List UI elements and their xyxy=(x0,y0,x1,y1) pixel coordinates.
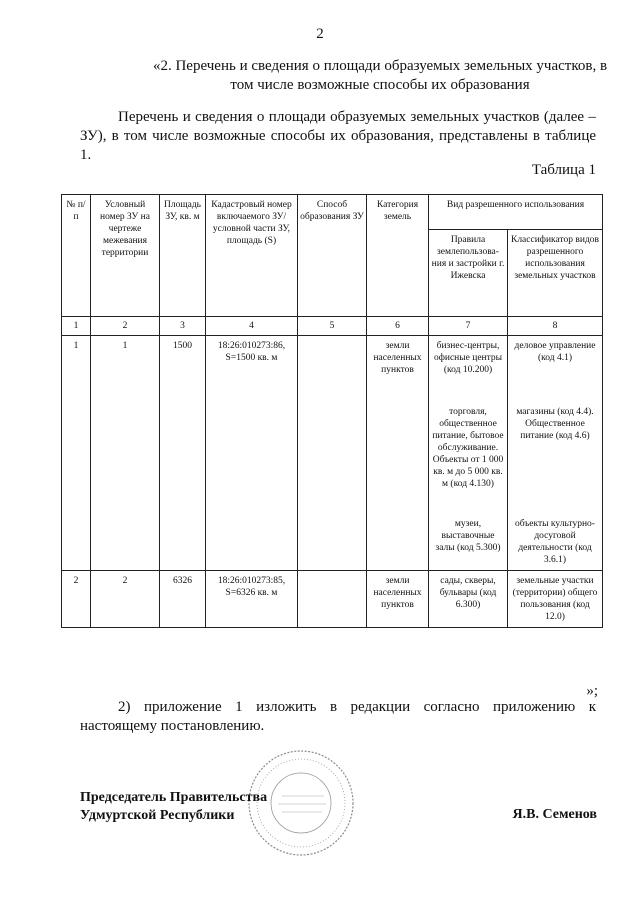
rules-item: бизнес-центры, офисные центры (код 10.200) xyxy=(433,341,503,375)
row-area: 1500 xyxy=(160,336,206,571)
row-category: земли населенных пунктов xyxy=(367,571,429,628)
heading-line-2: том числе возможные способы их образования xyxy=(230,77,530,93)
row-classifier xyxy=(508,336,603,571)
table-row xyxy=(62,336,603,571)
header-rules: Правила землепользова-ния и застройки г. Ижевска xyxy=(429,230,508,317)
header-category: Категория земель xyxy=(367,195,429,317)
classifier-item: магазины (код 4.4). Общественное питание (код 4.6) xyxy=(516,407,594,441)
column-number: 5 xyxy=(298,317,367,336)
row-num: 2 xyxy=(62,571,91,628)
table-header-row xyxy=(62,195,603,230)
position-line-1: Председатель Правительства xyxy=(80,790,268,805)
section-heading xyxy=(150,57,610,95)
column-number: 6 xyxy=(367,317,429,336)
column-number: 3 xyxy=(160,317,206,336)
row-cond-num: 1 xyxy=(91,336,160,571)
header-permitted-use: Вид разрешенного использования xyxy=(429,195,603,230)
row-num: 1 xyxy=(62,336,91,571)
row-method xyxy=(298,571,367,628)
rules-item: музеи, выставочные залы (код 5.300) xyxy=(435,519,501,553)
column-number: 1 xyxy=(62,317,91,336)
table-label: Таблица 1 xyxy=(531,162,596,178)
row-rules xyxy=(429,336,508,571)
table-row xyxy=(62,571,603,628)
column-number: 2 xyxy=(91,317,160,336)
header-area: Площадь ЗУ, кв. м xyxy=(160,195,206,317)
row-cadastral: 18:26:010273:86, S=1500 кв. м xyxy=(206,336,298,571)
header-method: Способ образования ЗУ xyxy=(298,195,367,317)
row-method xyxy=(298,336,367,571)
page-number: 2 xyxy=(316,26,324,42)
row-cond-num: 2 xyxy=(91,571,160,628)
intro-paragraph: Перечень и сведения о площади образуемых земельных участков (далее – ЗУ), в том числе возможные способы их образования, представлены в таблице 1. xyxy=(80,109,596,163)
classifier-item: деловое управление (код 4.1) xyxy=(514,341,596,363)
row-cadastral: 18:26:010273:85, S=6326 кв. м xyxy=(206,571,298,628)
column-number: 7 xyxy=(429,317,508,336)
header-cadastral: Кадастровый номер включаемого ЗУ/ условной части ЗУ, площадь (S) xyxy=(206,195,298,317)
column-number: 8 xyxy=(508,317,603,336)
signatory-name: Я.В. Семенов xyxy=(512,807,597,822)
signatory-position xyxy=(80,789,267,825)
position-line-2: Удмуртской Республики xyxy=(80,808,235,823)
column-numbers-row xyxy=(62,317,603,336)
closing-quote: »; xyxy=(586,683,598,699)
header-classifier: Классификатор видов разрешенного использования земельных участков xyxy=(508,230,603,317)
header-cond-num: Условный номер ЗУ на чертеже межевания территории xyxy=(91,195,160,317)
classifier-item: объекты культурно-досуговой деятельности (код 3.6.1) xyxy=(515,519,595,565)
row-area: 6326 xyxy=(160,571,206,628)
row-classifier xyxy=(508,571,603,628)
item-2-paragraph: 2) приложение 1 изложить в редакции согласно приложению к настоящему постановлению. xyxy=(80,699,596,734)
row-rules xyxy=(429,571,508,628)
rules-item: торговля, общественное питание, бытовое обслуживание. Объекты от 1 000 кв. м до 5 000 кв. м (код 4.130) xyxy=(432,407,504,489)
column-number: 4 xyxy=(206,317,298,336)
header-num: № п/п xyxy=(62,195,91,317)
land-plots-table xyxy=(61,194,603,628)
rules-item: сады, скверы, бульвары (код 6.300) xyxy=(439,576,497,610)
heading-line-1: «2. Перечень и сведения о площади образуемых земельных участков, в xyxy=(152,58,608,74)
classifier-item: земельные участки (территории) общего пользования (код 12.0) xyxy=(512,576,598,622)
row-category: земли населенных пунктов xyxy=(367,336,429,571)
